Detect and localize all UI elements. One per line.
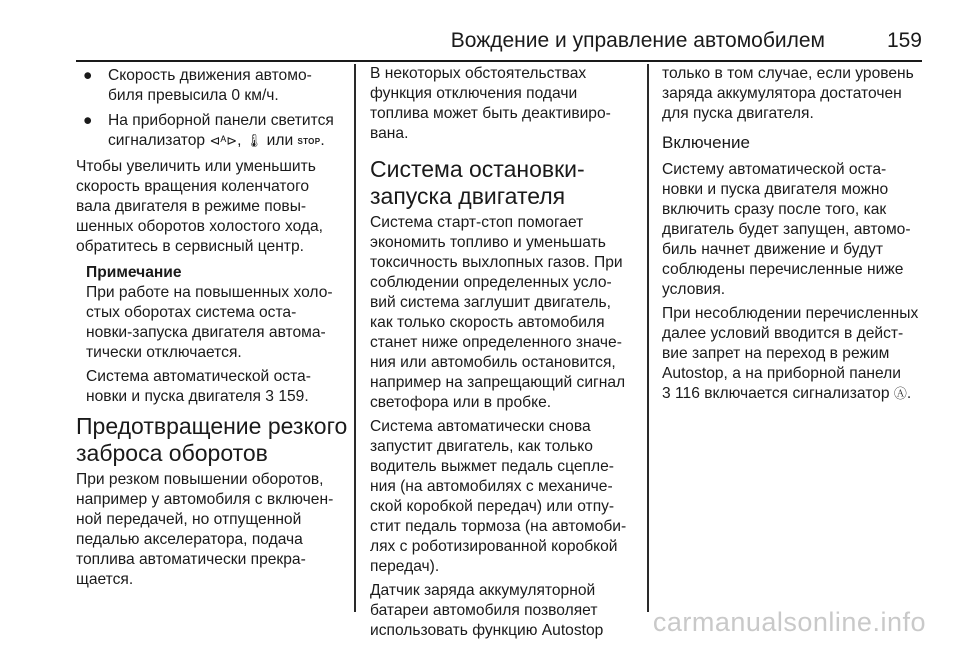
engine-coolant-temperature-icon: 🌡	[245, 133, 263, 148]
bullet-icon: ●	[83, 112, 93, 129]
page-header	[76, 24, 922, 58]
list-item: ● На приборной панели светится сигнализатор ⊲ᴬ⊳, 🌡 или STOP.	[83, 112, 334, 149]
note-text: При работе на повышенных холо- стых оборотах система оста- новки-запуска двигателя автома- тически отключается.	[86, 284, 333, 361]
note-block	[76, 263, 350, 407]
page-number: 159	[886, 29, 922, 52]
paragraph: только в том случае, если уровень заряда аккумулятора достаточен для пуска двигателя.	[662, 65, 914, 122]
paragraph: В некоторых обстоятельствах функция отключения подачи топлива может быть деактивиро- вана.	[370, 65, 611, 142]
start-stop-fault-icon: ⊲ᴬ⊳	[209, 133, 238, 148]
page-ref-arrow-icon: 3	[265, 388, 274, 405]
page-reference[interactable]: 116 включается сигнализатор	[675, 385, 890, 402]
paragraph: Систему автоматической оста- новки и пуска двигателя можно включить сразу после того, как двигатель будет запущен, автомо- биль начнет движение и будут соблюдены перечисленные ниже условия.	[662, 161, 911, 298]
paragraph: Система старт-стоп помогает экономить топливо и уменьшать токсичность выхлопных газов. При соблюдении определенных усло- вий система заглушит двигатель, как только скорость автомобиля станет ниже определенного значе- ния или автомобиль остановится, например на запрещающий сигнал светофора или в пробке.	[370, 214, 626, 411]
watermark: carmanualsonline.info	[652, 607, 926, 637]
note-title: Примечание	[86, 264, 182, 281]
paragraph: При резком повышении оборотов, например у автомобиля с включен- ной передачей, но отпущенной педалью акселератора, подача топлива автоматически прекра- щается.	[76, 471, 334, 588]
list-item: ● Скорость движения автомо- биля превысила 0 км/ч.	[83, 67, 312, 104]
paragraph: Чтобы увеличить или уменьшить скорость вращения коленчатого вала двигателя в режиме повы- шенных оборотов холостого хода, обратитесь в сервисный центр.	[76, 158, 324, 255]
column-divider-1	[354, 64, 356, 612]
section-heading: Предотвращение резкого заброса оборотов	[76, 413, 348, 466]
page-ref-arrow-icon: 3	[662, 385, 671, 402]
note-text: Система автоматической оста- новки и пуска двигателя 3 159.	[86, 368, 311, 405]
stop-icon: STOP	[297, 137, 321, 146]
column-divider-2	[647, 64, 649, 612]
column-2	[370, 64, 634, 645]
column-3	[662, 64, 924, 408]
column-1	[76, 64, 350, 594]
section-heading: Система остановки- запуска двигателя	[370, 156, 585, 209]
bullet-icon: ●	[83, 67, 93, 84]
chapter-title: Вождение и управление автомобилем	[450, 29, 825, 52]
subsection-heading: Включение	[662, 133, 750, 152]
paragraph: Датчик заряда аккумуляторной батареи автомобиля позволяет использовать функцию Autostop	[370, 582, 604, 639]
autostop-indicator-icon: Ⓐ	[893, 386, 907, 401]
paragraph: При несоблюдении перечисленных далее условий вводится в дейст- вие запрет на переход в режим Autostop, а на приборной панели 3 116 включается сигнализатор Ⓐ.	[662, 305, 919, 402]
header-divider	[76, 60, 922, 62]
paragraph: Система автоматически снова запустит двигатель, как только водитель выжмет педаль сцепле- ния (на автомобилях с механиче- ской коробкой передач) или отпу- стит педаль тормоза (на автомоби- лях с роботизированной коробкой передач).	[370, 418, 627, 575]
page-reference[interactable]: 159.	[278, 388, 309, 405]
